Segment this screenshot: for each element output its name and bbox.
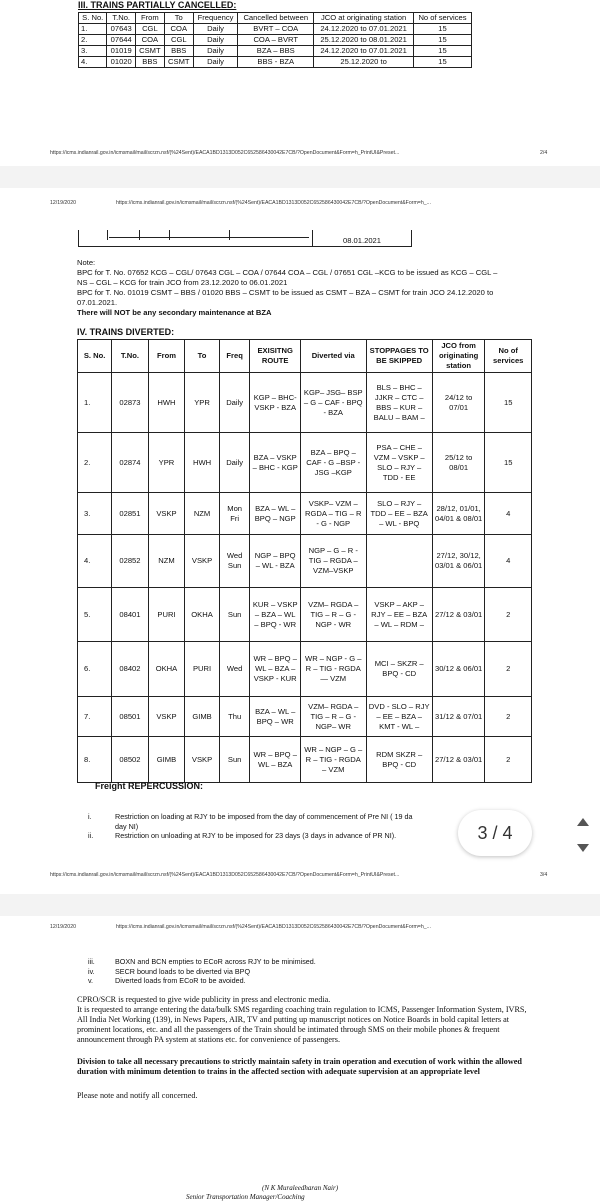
table-cell: Wed Sun — [219, 535, 250, 588]
table-cell: BBS - BZA — [238, 57, 314, 68]
table-header-cell: To — [185, 340, 220, 373]
table-cell: BZA – VSKP – BHC - KGP — [250, 433, 301, 493]
notify-paragraph: Please note and notify all concerned. — [77, 1091, 198, 1100]
table-cell: BLS – BHC – JJKR – CTC – BBS – KUR – BALU – BAM – — [366, 373, 432, 433]
table-cell: PURI — [185, 642, 220, 697]
scroll-down-icon[interactable] — [577, 844, 589, 852]
table-cell: 2 — [485, 697, 532, 737]
table-cell: WR – BPQ – WL – BZA – VSKP - KUR — [250, 642, 301, 697]
table-cell: 01019 — [107, 46, 135, 57]
table-row — [79, 57, 472, 68]
table-cell: 27/12 & 03/01 — [432, 588, 485, 642]
table-row — [79, 35, 472, 46]
note-line-2: NS – CGL – KCG for train JCO from 23.12.2020 to 06.01.2021 — [77, 278, 288, 287]
footer-page-number: 3/4 — [540, 872, 548, 878]
table-cell: 27/12, 30/12, 03/01 & 06/01 — [432, 535, 485, 588]
table-cell: 27/12 & 03/01 — [432, 737, 485, 783]
table-cell: 8. — [78, 737, 112, 783]
note-line-3: BPC for T. No. 01019 CSMT – BBS / 01020 BBS – CSMT to be issued as CSMT – BZA – CSMT for train JCO 24.12.2020 to — [77, 288, 494, 297]
table-row — [78, 493, 532, 535]
note-line-1: BPC for T. No. 07652 KCG – CGL/ 07643 CGL – COA / 07644 COA – CGL / 07651 CGL –KCG to be issued as KCG – CGL – — [77, 268, 498, 277]
table-cell: BZA – BBS — [238, 46, 314, 57]
page-gap — [0, 894, 600, 916]
table-cell: 07643 — [107, 24, 135, 35]
table-row — [79, 24, 472, 35]
table-cell: 2. — [79, 35, 107, 46]
table-cell: VSKP — [148, 697, 185, 737]
table-cell: Sun — [219, 737, 250, 783]
footer-url: https://icms.indianrail.gov.in/icmsmail/mail/scrzn.nsf/(%24Sent)/EACA1BD1313D052C652586430042E7CB/?OpenDocument&Form=h_PrintUI&Preset... — [50, 872, 400, 878]
table-cell: CGL — [164, 35, 193, 46]
freight-item-text: Diverted loads from ECoR to be avoided. — [115, 976, 246, 985]
table-header-cell: No of services — [485, 340, 532, 373]
table-cell: NGP – BPQ – WL - BZA — [250, 535, 301, 588]
signature-title: Senior Transportation Manager/Coaching — [186, 1193, 305, 1201]
table-cell: 08401 — [112, 588, 149, 642]
table-cell: 02874 — [112, 433, 149, 493]
print-date: 12/19/2020 — [50, 924, 76, 930]
table-cell: 1. — [78, 373, 112, 433]
freight-list — [88, 812, 468, 841]
table-header-cell: Freq — [219, 340, 250, 373]
partially-cancelled-table — [78, 12, 472, 68]
sms-paragraph: It is requested to arrange entering the data/bulk SMS regarding coaching train regulation to ICMS, Passenger Information System, IVRS, All India Net Working (139), in News Papers, AIR, TV and putting up manuscript notices on Notice Boards in bold capital letters at prominent locations, etc. and all the passengers of the Train should be intimated through SMS on their mobile phones & frequent announcement through PA system at stations etc. for convenience of passengers. — [77, 1005, 527, 1044]
table-row — [78, 433, 532, 493]
table-cell: WR – NGP - G – R – TIG - RGDA — VZM — [300, 642, 366, 697]
table-cell: BZA – BPQ – CAF - G –BSP - JSG –KGP — [300, 433, 366, 493]
table-cell: VZM– RGDA – TIG – R – G - NGP - WR — [300, 588, 366, 642]
table-header-cell: Frequency — [193, 13, 238, 24]
table-cell: PURI — [148, 588, 185, 642]
note-block — [77, 258, 537, 318]
table-cell: 1. — [79, 24, 107, 35]
table-cell: 24.12.2020 to 07.01.2021 — [314, 46, 414, 57]
table-cell: BZA – WL – BPQ – NGP — [250, 493, 301, 535]
freight-item-num: iii. — [88, 957, 95, 966]
table-cell: Mon Fri — [219, 493, 250, 535]
table-cell: 25/12 to 08/01 — [432, 433, 485, 493]
footer-url: https://icms.indianrail.gov.in/icmsmail/mail/scrzn.nsf/(%24Sent)/EACA1BD1313D052C652586430042E7CB/?OpenDocument&Form=h_PrintUI&Preset... — [50, 150, 400, 156]
table-cell: 07644 — [107, 35, 135, 46]
table-cell: 2 — [485, 737, 532, 783]
table-cell: NZM — [185, 493, 220, 535]
table-cell: 15 — [414, 24, 472, 35]
table-cell: 01020 — [107, 57, 135, 68]
table-cell: 24/12 to 07/01 — [432, 373, 485, 433]
freight-list-continued — [88, 957, 488, 986]
table-cell — [366, 535, 432, 588]
section-heading-partially-cancelled: III. TRAINS PARTIALLY CANCELLED: — [78, 0, 237, 10]
table-cell: 7. — [78, 697, 112, 737]
table-cell: Daily — [193, 46, 238, 57]
freight-item — [88, 976, 488, 986]
header-url: https://icms.indianrail.gov.in/icmsmail/mail/scrzn.nsf/(%24Sent)/EACA1BD1313D052C652586430042E7CB/?OpenDocument&Form=h_... — [116, 924, 431, 930]
note-bold: There will NOT be any secondary maintenance at BZA — [77, 308, 272, 317]
table-cell: VZM– RGDA – TIG – R – G - NGP– WR — [300, 697, 366, 737]
table-cell: YPR — [185, 373, 220, 433]
table-cell: 4. — [79, 57, 107, 68]
section-heading-diverted: IV. TRAINS DIVERTED: — [77, 327, 175, 337]
table-cell: Thu — [219, 697, 250, 737]
table-cell: 02851 — [112, 493, 149, 535]
table-cell: HWH — [185, 433, 220, 493]
table-header-cell: T.No. — [112, 340, 149, 373]
table-cell: Sun — [219, 588, 250, 642]
table-cell: 5. — [78, 588, 112, 642]
table-cell: KGP – BHC- VSKP - BZA — [250, 373, 301, 433]
table-cell: 2 — [485, 642, 532, 697]
freight-item-num: i. — [88, 812, 92, 821]
page-gap — [0, 166, 600, 188]
table-cell: CSMT — [164, 57, 193, 68]
note-label: Note: — [77, 258, 96, 267]
table-cell: VSKP– VZM – RGDA – TIG – R - G - NGP — [300, 493, 366, 535]
table-cell: CGL — [135, 24, 164, 35]
table-cell: VSKP — [148, 493, 185, 535]
table-header-cell: S. No. — [78, 340, 112, 373]
page-scroll-control[interactable] — [566, 804, 600, 868]
table-cell: 4 — [485, 493, 532, 535]
table-header-cell: Diverted via — [300, 340, 366, 373]
table-cell: 3. — [78, 493, 112, 535]
table-cell: GIMB — [148, 737, 185, 783]
table-cell: RDM SKZR – BPQ - CD — [366, 737, 432, 783]
table-cell: VSKP — [185, 535, 220, 588]
table-row — [78, 588, 532, 642]
table-cell: 3. — [79, 46, 107, 57]
continued-table-row — [78, 230, 412, 247]
footer-page-number: 2/4 — [540, 150, 548, 156]
table-row — [78, 737, 532, 783]
table-cell: VSKP — [185, 737, 220, 783]
scroll-up-icon[interactable] — [577, 818, 589, 826]
table-row — [78, 697, 532, 737]
table-cell: 25.12.2020 to 08.01.2021 — [314, 35, 414, 46]
table-cell: DVD - SLO – RJY – EE – BZA – KMT - WL – — [366, 697, 432, 737]
table-cell: BVRT – COA — [238, 24, 314, 35]
table-cell: BBS — [164, 46, 193, 57]
table-cell: YPR — [148, 433, 185, 493]
table-cell: COA — [135, 35, 164, 46]
freight-item-text: Restriction on unloading at RJY to be imposed for 23 days (3 days in advance of PR NI). — [115, 831, 397, 840]
table-cell: 2. — [78, 433, 112, 493]
table-cell: OKHA — [148, 642, 185, 697]
table-cell: Daily — [193, 57, 238, 68]
table-cell: 4 — [485, 535, 532, 588]
table-cell: MCI – SKZR – BPQ - CD — [366, 642, 432, 697]
table-cell: VSKP – AKP – RJY – EE – BZA – WL – RDM – — [366, 588, 432, 642]
page-indicator: 3 / 4 — [458, 810, 532, 856]
table-cell: 15 — [485, 373, 532, 433]
page-2-of-4 — [0, 0, 600, 166]
table-cell: NZM — [148, 535, 185, 588]
table-header-cell: From — [135, 13, 164, 24]
table-cell: Daily — [193, 35, 238, 46]
table-header-cell: From — [148, 340, 185, 373]
table-header-cell: To — [164, 13, 193, 24]
table-cell: Daily — [219, 433, 250, 493]
table-cell: GIMB — [185, 697, 220, 737]
table-cell: BBS — [135, 57, 164, 68]
body-text — [77, 995, 532, 1101]
table-cell: 15 — [414, 46, 472, 57]
table-row — [78, 642, 532, 697]
table-header-cell: EXISITNG ROUTE — [250, 340, 301, 373]
header-url: https://icms.indianrail.gov.in/icmsmail/mail/scrzn.nsf/(%24Sent)/EACA1BD1313D052C652586430042E7CB/?OpenDocument&Form=h_... — [116, 200, 431, 206]
freight-item-num: ii. — [88, 831, 94, 840]
freight-item-text: BOXN and BCN empties to ECoR across RJY to be minimised. — [115, 957, 316, 966]
table-cell: WR – BPQ – WL – BZA — [250, 737, 301, 783]
table-cell: 15 — [485, 433, 532, 493]
note-line-4: 07.01.2021. — [77, 298, 118, 307]
table-cell: Wed — [219, 642, 250, 697]
freight-item-text: SECR bound loads to be diverted via BPQ — [115, 966, 251, 976]
table-cell: 6. — [78, 642, 112, 697]
table-cell: 4. — [78, 535, 112, 588]
table-cell: NGP – G – R - TIG – RGDA – VZM–VSKP — [300, 535, 366, 588]
table-row — [78, 373, 532, 433]
table-cell: 08501 — [112, 697, 149, 737]
table-cell: 15 — [414, 57, 472, 68]
table-cell: 08402 — [112, 642, 149, 697]
freight-item — [88, 957, 488, 967]
table-cell: KGP– JSG– BSP – G – CAF - BPQ - BZA — [300, 373, 366, 433]
table-cell: 30/12 & 06/01 — [432, 642, 485, 697]
table-cell: 02852 — [112, 535, 149, 588]
table-cell: SLO – RJY – TDD – EE – BZA – WL - BPQ — [366, 493, 432, 535]
freight-heading: Freight REPERCUSSION: — [95, 781, 204, 791]
table-cell: KUR – VSKP – BZA – WL – BPQ - WR — [250, 588, 301, 642]
continued-date: 08.01.2021 — [343, 236, 382, 245]
page-4-of-4 — [0, 916, 600, 1200]
table-cell: Daily — [193, 24, 238, 35]
signature-name: (N K Muraleedharan Nair) — [262, 1184, 339, 1192]
table-header-cell: Cancelled between — [238, 13, 314, 24]
table-cell: 08502 — [112, 737, 149, 783]
table-cell: COA – BVRT — [238, 35, 314, 46]
table-cell: 28/12, 01/01, 04/01 & 08/01 — [432, 493, 485, 535]
table-cell: PSA – CHE – VZM – VSKP – SLO – RJY – TDD - EE — [366, 433, 432, 493]
table-cell: HWH — [148, 373, 185, 433]
table-row — [79, 46, 472, 57]
table-cell: 02873 — [112, 373, 149, 433]
publicity-paragraph: CPRO/SCR is requested to give wide publicity in press and electronic media. — [77, 995, 331, 1004]
table-header-cell: JCO from originating station — [432, 340, 485, 373]
table-cell: BZA – WL – BPQ – WR — [250, 697, 301, 737]
freight-item — [88, 831, 468, 841]
table-row — [78, 535, 532, 588]
table-cell: OKHA — [185, 588, 220, 642]
table-cell: COA — [164, 24, 193, 35]
freight-item-text: Restriction on loading at RJY to be imposed from the day of commencement of Pre NI ( 19 da day NI) — [115, 812, 413, 831]
table-header-cell: T.No. — [107, 13, 135, 24]
freight-item — [88, 967, 488, 977]
table-header-cell: S. No. — [79, 13, 107, 24]
trains-diverted-table — [77, 339, 532, 783]
table-cell: 25.12.2020 to — [314, 57, 414, 68]
print-date: 12/19/2020 — [50, 200, 76, 206]
table-cell: CSMT — [135, 46, 164, 57]
table-header-cell: JCO at originating station — [314, 13, 414, 24]
freight-item — [88, 812, 468, 831]
table-cell: 31/12 & 07/01 — [432, 697, 485, 737]
table-cell: 15 — [414, 35, 472, 46]
freight-item-num: iv. — [88, 966, 95, 976]
table-cell: 24.12.2020 to 07.01.2021 — [314, 24, 414, 35]
table-cell: WR – NGP – G – R – TIG - RGDA – VZM — [300, 737, 366, 783]
safety-paragraph: Division to take all necessary precautions to strictly maintain safety in train operation and execution of work within the allowed duration with minimum detention to trains in the affected section with adequate supervision at an appropriate level — [77, 1057, 522, 1076]
table-cell: Daily — [219, 373, 250, 433]
table-cell: 2 — [485, 588, 532, 642]
freight-item-num: v. — [88, 976, 94, 985]
table-header-cell: No of services — [414, 13, 472, 24]
table-header-cell: STOPPAGES TO BE SKIPPED — [366, 340, 432, 373]
